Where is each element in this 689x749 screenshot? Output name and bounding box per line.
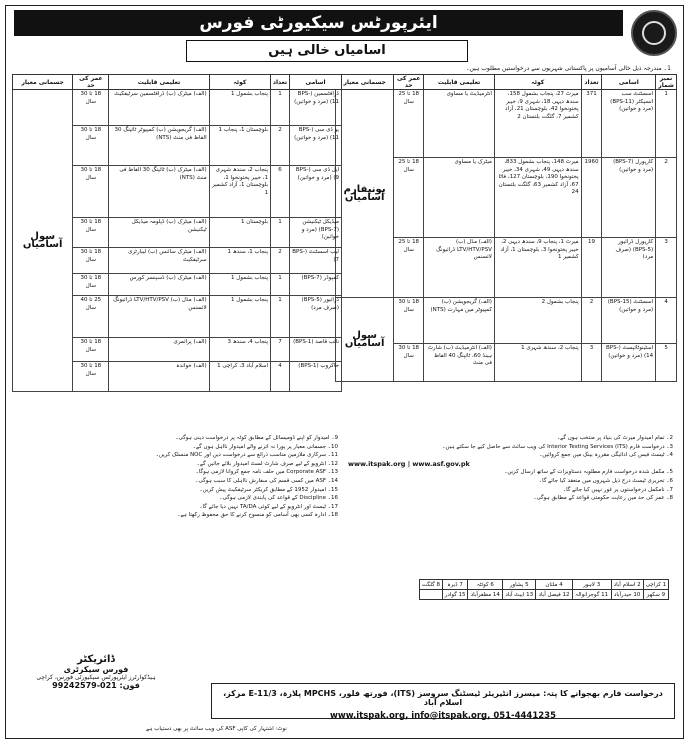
- cell-quota: پنجاب بشمول 1: [209, 274, 270, 296]
- table-header-row: [13, 75, 342, 90]
- cell-count: 1: [271, 274, 290, 296]
- cell-quota: پنجاب 1، سندھ 1: [209, 248, 270, 274]
- note-item: 13۔ Corporate ASF میں حلف نامہ جمع کروانا لازمی ہوگا۔: [195, 469, 338, 476]
- cell-count: 2: [271, 248, 290, 274]
- intro-text: 1۔ مندرجہ ذیل خالی آسامیوں پر پاکستانی شہریوں سے درخواستیں مطلوب ہیں۔: [465, 65, 671, 72]
- cell-qualification: (الف) میٹرک (ب) ڈرافٹسمین سرٹیفکیٹ: [109, 90, 209, 126]
- cell-qualification: (الف) پرائمری: [109, 338, 209, 362]
- col-post: اسامی: [290, 75, 342, 90]
- cell-age: 18 تا 30 سال: [73, 166, 109, 218]
- cell-serial: 5: [656, 344, 677, 382]
- note-item: 15۔ امیدوار 1952 کے مطابق کریکٹر سرٹیفکیٹ پیش کریں۔: [199, 486, 338, 493]
- note-item: 10۔ جسمانی معیار پر پورا نہ اترنے والے امیدوار نااہل ہوں گے۔: [192, 443, 338, 450]
- note-item: 7۔ نامکمل درخواستوں پر غور نہیں کیا جائے گا۔: [562, 486, 673, 493]
- center-cell: 5 پشاور: [503, 580, 536, 590]
- cell-quota: اسلام آباد 3، کراچی 1: [209, 362, 270, 392]
- cell-qualification: (الف) مڈل (ب) LTV/HTV/PSV ڈرائیونگ لائسنس: [109, 296, 209, 338]
- cell-quota: پنجاب 4، سندھ 3: [209, 338, 270, 362]
- center-cell: [420, 590, 443, 600]
- cell-post: خاکروب (BPS-1): [290, 362, 342, 392]
- note-item: 16۔ Discipline کے قواعد کی پابندی لازمی ہوگی۔: [219, 495, 338, 502]
- cell-count: 2: [581, 298, 602, 344]
- signature-dept: فورس سیکرٹری: [63, 665, 129, 674]
- note-item: 11۔ سرکاری ملازمین مناسب ذرائع سے درخواست دیں اور NOC منسلک کریں۔: [155, 452, 338, 459]
- cell-quota: پنجاب بشمول 1: [209, 296, 270, 338]
- table-header-row: [336, 75, 677, 90]
- asf-logo-icon: [631, 10, 677, 56]
- notes-left: [16, 434, 338, 520]
- cell-serial: 2: [656, 158, 677, 238]
- cell-qualification: (الف) گریجویشن (ب) کمپیوٹر ٹائپنگ 30 الفاظ فی منٹ (NTS): [109, 126, 209, 166]
- address-line: درخواست فارم بھجوانے کا پتہ: میسرز انٹیریئر ٹیسٹنگ سروسز (ITS)، فورتھ فلور، MPCHS پلازہ، E-11/3 مرکز، اسلام آباد: [223, 689, 663, 707]
- cell-age: 18 تا 30 سال: [73, 126, 109, 166]
- col-age: عمر کی حد: [73, 75, 109, 90]
- col-physical: جسمانی معیار: [13, 75, 73, 90]
- cell-qualification: میٹرک یا مساوی: [424, 158, 495, 238]
- center-cell: 4 ملتان: [536, 580, 572, 590]
- cell-quota: میرٹ 27، پنجاب بشمول 158، سندھ دیہی 18، شہری 9، خیبر پختونخوا 42، بلوچستان 21، آزاد کشمیر 7، گلگت بلتستان 2: [494, 90, 581, 158]
- cell-quota: پنجاب بشمول 1: [209, 90, 270, 126]
- cell-quota: بلوچستان 1: [209, 218, 270, 248]
- table-row: [13, 90, 342, 126]
- note-item: 4۔ ٹیسٹ فیس کی ادائیگی مقررہ بینک میں جمع کروائیں۔: [539, 452, 673, 459]
- center-cell: 1 کراچی: [643, 580, 668, 590]
- note-item: 8۔ عمر کی حد میں رعایت حکومتی قواعد کے مطابق ہوگی۔: [533, 495, 673, 502]
- center-cell: 8 گلگت: [420, 580, 443, 590]
- col-qualification: تعلیمی قابلیت: [424, 75, 495, 90]
- cell-quota: پنجاب بشمول 2: [494, 298, 581, 344]
- cell-post: ڈرافٹسمین (BPS-11) (مرد و خواتین): [290, 90, 342, 126]
- cell-count: 2: [271, 126, 290, 166]
- signature-block: [36, 654, 156, 690]
- cell-qualification: (الف) خواندہ: [109, 362, 209, 392]
- center-cell: 14 مظفرآباد: [468, 590, 503, 600]
- uniform-posts-label: یونیفارم آسامیاں: [336, 90, 394, 298]
- cell-age: 18 تا 30 سال: [73, 218, 109, 248]
- cell-count: 19: [581, 238, 602, 298]
- center-cell: 12 فیصل آباد: [536, 590, 572, 600]
- cell-age: 18 تا 30 سال: [394, 344, 424, 382]
- page-title: ایئرپورٹس سیکیورٹی فورس: [14, 10, 623, 36]
- cell-age: 18 تا 30 سال: [73, 338, 109, 362]
- cell-serial: 3: [656, 238, 677, 298]
- cell-post: لیب اسسٹنٹ (BPS-7): [290, 248, 342, 274]
- cell-count: 6: [271, 166, 290, 218]
- cell-qualification: (الف) میٹرک سائنس (ب) لیبارٹری سرٹیفکیٹ: [109, 248, 209, 274]
- note-item: 2۔ تمام امیدوار میرٹ کی بنیاد پر منتخب ہوں گے۔: [556, 435, 673, 441]
- cell-qualification: (الف) مڈل (ب) LTV/HTV/PSV ڈرائیونگ لائسنس: [424, 238, 495, 298]
- center-cell: 13 ایبٹ آباد: [503, 590, 536, 600]
- cell-age: 18 تا 25 سال: [394, 90, 424, 158]
- note-item: 17۔ ٹیسٹ اور انٹرویو کے لیے کوئی TA/DA نہیں دیا جائے گا۔: [199, 503, 338, 510]
- footer-note: نوٹ: اشتہار کی کاپی ASF کی ویب سائٹ پر بھی دستیاب ہے: [146, 726, 287, 732]
- table-row: [420, 580, 669, 590]
- center-cell: 9 سکھر: [643, 590, 668, 600]
- cell-qualification: (الف) گریجویشن (ب) کمپیوٹر میں مہارت (NTS): [424, 298, 495, 344]
- table-row: [336, 90, 677, 158]
- cell-post: نائب قاصد (BPS-1): [290, 338, 342, 362]
- signature-phone: فون: 021-99242579: [52, 681, 140, 690]
- table-row: [420, 590, 669, 600]
- cell-count: 1: [271, 218, 290, 248]
- col-count: تعداد: [581, 75, 602, 90]
- col-count: تعداد: [271, 75, 290, 90]
- cell-quota: پنجاب 2، سندھ شہری 1، خیبر پختونخوا 1، بلوچستان 1، آزاد کشمیر 1: [209, 166, 270, 218]
- col-serial: نمبر شمار: [656, 75, 677, 90]
- center-cell: 10 حیدرآباد: [611, 590, 643, 600]
- cell-serial: 4: [656, 298, 677, 344]
- center-cell: 2 اسلام آباد: [611, 580, 643, 590]
- cell-post: اسسٹنٹ (BPS-15) (مرد و خواتین): [602, 298, 656, 344]
- civil-posts-label: سول آسامیاں: [336, 298, 394, 382]
- cell-count: 7: [271, 338, 290, 362]
- website-link[interactable]: www.itspak.org | www.asf.gov.pk: [348, 459, 470, 468]
- cell-count: 371: [581, 90, 602, 158]
- cell-post: کارپورل (BPS-7) (مرد و خواتین): [602, 158, 656, 238]
- cell-post: کارپورل ڈرائیور (BPS-5) (صرف مرد): [602, 238, 656, 298]
- cell-qualification: (الف) انٹرمیڈیٹ (ب) شارٹ ہینڈ 60، ٹائپنگ 40 الفاظ فی منٹ: [424, 344, 495, 382]
- center-cell: 3 لاہور: [572, 580, 611, 590]
- cell-count: 3: [581, 344, 602, 382]
- cell-age: 18 تا 25 سال: [394, 158, 424, 238]
- note-item: 12۔ انٹرویو کے لیے صرف شارٹ لسٹ امیدوار بلائے جائیں گے۔: [196, 460, 338, 467]
- cell-qualification: (الف) میٹرک (ب) ٹائپنگ 30 الفاظ فی منٹ (NTS): [109, 166, 209, 218]
- cell-serial: 1: [656, 90, 677, 158]
- test-centers-table: [419, 579, 669, 600]
- center-cell: 15 گوادر: [442, 590, 468, 600]
- col-qualification: تعلیمی قابلیت: [109, 75, 209, 90]
- contact-line[interactable]: www.itspak.org, info@itspak.org, 051-4441235: [329, 711, 556, 721]
- civil-posts-label: سول آسامیاں: [13, 90, 73, 392]
- jobs-table-right: [335, 74, 677, 382]
- cell-quota: میرٹ 1، پنجاب 9، سندھ دیہی 2، خیبر پختونخوا 3، بلوچستان 1، آزاد کشمیر 1: [494, 238, 581, 298]
- notes-right: [348, 434, 673, 503]
- col-quota: کوٹہ: [209, 75, 270, 90]
- cell-age: 18 تا 30 سال: [73, 362, 109, 392]
- cell-count: 1: [271, 90, 290, 126]
- address-box: [211, 683, 675, 719]
- cell-count: 4: [271, 362, 290, 392]
- cell-count: 1960: [581, 158, 602, 238]
- note-item: 14۔ ASF میں کسی قسم کی سفارش نااہلی کا سبب ہوگی۔: [195, 477, 338, 484]
- cell-qualification: انٹرمیڈیٹ یا مساوی: [424, 90, 495, 158]
- center-cell: 7 ڈیرہ: [442, 580, 468, 590]
- cell-age: 25 تا 40 سال: [73, 296, 109, 338]
- cell-age: 18 تا 30 سال: [73, 274, 109, 296]
- cell-qualification: (الف) میٹرک (ب) ڈسپنسر کورس: [109, 274, 209, 296]
- note-item: 18۔ ادارہ کسی بھی آسامی کو منسوخ کرنے کا حق محفوظ رکھتا ہے۔: [177, 512, 338, 519]
- cell-post: ڈرائیور (BPS-5) (صرف مرد): [290, 296, 342, 338]
- cell-post: کمپوڈر (BPS-7): [290, 274, 342, 296]
- cell-qualification: (الف) میٹرک (ب) ڈپلومہ میڈیکل ٹیکنیشن: [109, 218, 209, 248]
- col-age: عمر کی حد: [394, 75, 424, 90]
- signature-org: ہیڈکوارٹرز ایئرپورٹس سیکیورٹی فورس، کراچی: [36, 674, 156, 681]
- cell-quota: پنجاب 2، سندھ شہری 1: [494, 344, 581, 382]
- cell-post: میڈیکل ٹیکنیشن (BPS-7) (مرد و خواتین): [290, 218, 342, 248]
- col-physical: جسمانی معیار: [336, 75, 394, 90]
- cell-post: اسٹینوٹائپسٹ (BPS-14) (مرد و خواتین): [602, 344, 656, 382]
- cell-post: اسسٹنٹ سب انسپکٹر (BPS-11) (مرد و خواتین): [602, 90, 656, 158]
- note-item: 9۔ امیدوار کو اپنے ڈومیسائل کے مطابق کوٹہ پر درخواست دینی ہوگی۔: [175, 435, 338, 441]
- vacancies-subtitle: اسامیاں خالی ہیں: [186, 40, 468, 62]
- cell-post: ایل ڈی سی (BPS-9) (مرد و خواتین): [290, 166, 342, 218]
- cell-age: 18 تا 30 سال: [394, 298, 424, 344]
- col-post: اسامی: [602, 75, 656, 90]
- table-row: [336, 298, 677, 344]
- jobs-table-left: [12, 74, 342, 392]
- cell-quota: میرٹ 148، پنجاب بشمول 833، سندھ دیہی 49، شہری 34، خیبر پختونخوا 190، بلوچستان 127، فاٹا 67، آزاد کشمیر 63، گلگت بلتستان 24: [494, 158, 581, 238]
- signature-title: ڈائریکٹر: [77, 654, 115, 665]
- cell-age: 18 تا 30 سال: [73, 248, 109, 274]
- center-cell: 11 گوجرانوالہ: [572, 590, 611, 600]
- job-advertisement: [5, 5, 684, 739]
- note-item: 3۔ درخواست فارم Interior Testing Services (ITS) کی ویب سائٹ سے حاصل کیے جا سکتے ہیں۔: [442, 443, 673, 450]
- note-item: 6۔ تحریری ٹیسٹ درج ذیل شہروں میں منعقد کیا جائے گا۔: [538, 477, 673, 484]
- cell-post: یو ڈی سی (BPS-11) (مرد و خواتین): [290, 126, 342, 166]
- cell-count: 1: [271, 296, 290, 338]
- note-item: 5۔ مکمل شدہ درخواست فارم مطلوبہ دستاویزات کے ساتھ ارسال کریں۔: [504, 469, 673, 476]
- col-quota: کوٹہ: [494, 75, 581, 90]
- cell-age: 18 تا 25 سال: [394, 238, 424, 298]
- cell-quota: بلوچستان 1، پنجاب 1: [209, 126, 270, 166]
- center-cell: 6 کوئٹہ: [468, 580, 503, 590]
- cell-age: 18 تا 30 سال: [73, 90, 109, 126]
